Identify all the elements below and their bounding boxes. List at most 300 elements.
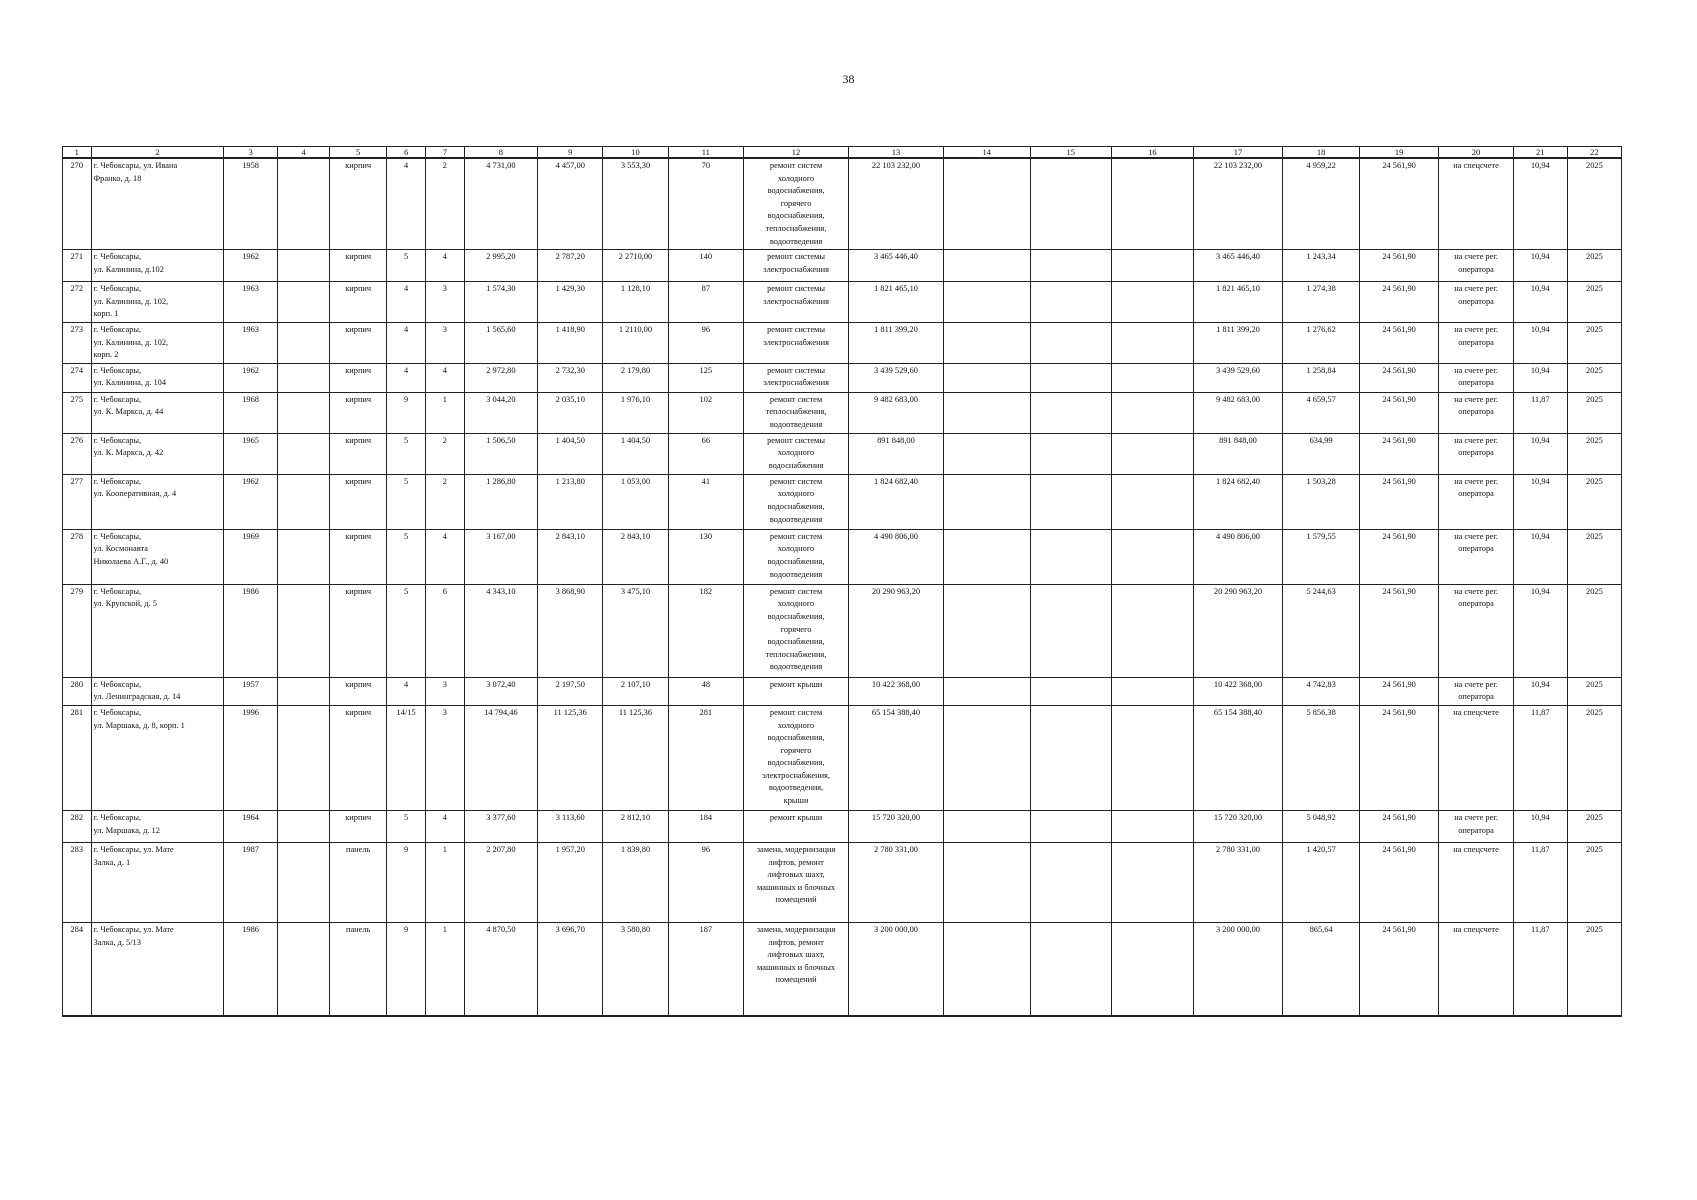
table-row <box>63 677 1622 705</box>
cost-regional <box>1030 282 1112 323</box>
entrances: 3 <box>425 322 464 363</box>
unit-cost: 1 276,62 <box>1283 322 1359 363</box>
fund-method: на счете рег. оператора <box>1439 392 1513 433</box>
planned-year: 2025 <box>1567 705 1621 810</box>
residential-area: 2 843,10 <box>538 529 603 584</box>
total-area: 4 343,10 <box>464 584 537 677</box>
floors: 5 <box>387 584 426 677</box>
planned-year: 2025 <box>1567 282 1621 323</box>
year-built: 1969 <box>224 529 278 584</box>
table-row <box>63 392 1622 433</box>
address: г. Чебоксары, ул. К. Маркса, д. 44 <box>91 392 224 433</box>
cost-regional <box>1030 922 1112 1016</box>
max-unit-cost: 24 561,90 <box>1359 705 1439 810</box>
cost-total: 2 780 331,00 <box>849 842 944 922</box>
max-unit-cost: 24 561,90 <box>1359 392 1439 433</box>
wall-material: кирпич <box>330 584 387 677</box>
planned-year: 2025 <box>1567 584 1621 677</box>
cost-local <box>1112 322 1194 363</box>
work-type: ремонт систем холодного водоснабжения, водоотведения <box>744 529 849 584</box>
row-number: 276 <box>63 433 92 474</box>
cost-regional <box>1030 677 1112 705</box>
wall-material: кирпич <box>330 282 387 323</box>
owners-area: 3 553,30 <box>603 158 668 250</box>
table-row <box>63 282 1622 323</box>
cost-total: 10 422 368,00 <box>849 677 944 705</box>
address: г. Чебоксары, ул. Калинина, д. 102, корп. 2 <box>91 322 224 363</box>
row-number: 281 <box>63 705 92 810</box>
residential-area: 11 125,36 <box>538 705 603 810</box>
work-type: ремонт крыши <box>744 810 849 842</box>
year-built: 1987 <box>224 842 278 922</box>
column-number: 18 <box>1283 147 1359 159</box>
cost-regional <box>1030 250 1112 282</box>
row-number: 272 <box>63 282 92 323</box>
year-built: 1964 <box>224 810 278 842</box>
work-type: замена, модернизация лифтов, ремонт лифтовых шахт, машинных и блочных помещений <box>744 842 849 922</box>
planned-year: 2025 <box>1567 158 1621 250</box>
column-number: 10 <box>603 147 668 159</box>
max-unit-cost: 24 561,90 <box>1359 282 1439 323</box>
column-number: 2 <box>91 147 224 159</box>
address: г. Чебоксары, ул. Кооперативная, д. 4 <box>91 474 224 529</box>
cost-local <box>1112 433 1194 474</box>
max-unit-cost: 24 561,90 <box>1359 474 1439 529</box>
column-number: 7 <box>425 147 464 159</box>
address: г. Чебоксары, ул. Ивана Франко, д. 18 <box>91 158 224 250</box>
year-built: 1965 <box>224 433 278 474</box>
total-area: 1 565,60 <box>464 322 537 363</box>
cost-owners: 3 200 000,00 <box>1193 922 1283 1016</box>
entrances: 2 <box>425 158 464 250</box>
work-type: ремонт системы холодного водоснабжения <box>744 433 849 474</box>
fund-method: на счете рег. оператора <box>1439 584 1513 677</box>
cost-owners: 9 482 683,00 <box>1193 392 1283 433</box>
owners-area: 1 404,50 <box>603 433 668 474</box>
fund-method: на счете рег. оператора <box>1439 250 1513 282</box>
cost-federal <box>943 282 1030 323</box>
work-type: ремонт систем холодного водоснабжения, водоотведения <box>744 474 849 529</box>
owners-area: 2 107,10 <box>603 677 668 705</box>
wall-material: кирпич <box>330 474 387 529</box>
contribution-rate: 10,94 <box>1513 677 1567 705</box>
residents-count: 125 <box>668 363 743 392</box>
column-number: 22 <box>1567 147 1621 159</box>
cost-total: 22 103 232,00 <box>849 158 944 250</box>
owners-area: 3 580,80 <box>603 922 668 1016</box>
cost-local <box>1112 529 1194 584</box>
year-built: 1986 <box>224 584 278 677</box>
contribution-rate: 10,94 <box>1513 363 1567 392</box>
work-type: ремонт системы электроснабжения <box>744 250 849 282</box>
cost-regional <box>1030 810 1112 842</box>
total-area: 4 731,00 <box>464 158 537 250</box>
total-area: 1 286,80 <box>464 474 537 529</box>
floors: 14/15 <box>387 705 426 810</box>
residential-area: 1 429,30 <box>538 282 603 323</box>
fund-method: на спецсчете <box>1439 842 1513 922</box>
residents-count: 281 <box>668 705 743 810</box>
floors: 9 <box>387 842 426 922</box>
cost-regional <box>1030 842 1112 922</box>
cost-federal <box>943 922 1030 1016</box>
total-area: 2 972,80 <box>464 363 537 392</box>
fund-method: на счете рег. оператора <box>1439 282 1513 323</box>
address: г. Чебоксары, ул. Ленинградская, д. 14 <box>91 677 224 705</box>
work-type: ремонт систем холодного водоснабжения, горячего водоснабжения, электроснабжения, водоотведения, крыши <box>744 705 849 810</box>
cost-owners: 3 465 446,40 <box>1193 250 1283 282</box>
residential-area: 1 957,20 <box>538 842 603 922</box>
total-area: 2 995,20 <box>464 250 537 282</box>
entrances: 1 <box>425 392 464 433</box>
year-built: 1962 <box>224 250 278 282</box>
column-number: 12 <box>744 147 849 159</box>
column-number: 8 <box>464 147 537 159</box>
cost-federal <box>943 705 1030 810</box>
year-built: 1957 <box>224 677 278 705</box>
address: г. Чебоксары, ул. Мате Залка, д. 1 <box>91 842 224 922</box>
unit-cost: 1 274,38 <box>1283 282 1359 323</box>
row-number: 274 <box>63 363 92 392</box>
unit-cost: 4 742,83 <box>1283 677 1359 705</box>
total-area: 3 377,60 <box>464 810 537 842</box>
column-number: 14 <box>943 147 1030 159</box>
work-type: замена, модернизация лифтов, ремонт лифтовых шахт, машинных и блочных помещений <box>744 922 849 1016</box>
cost-regional <box>1030 433 1112 474</box>
residents-count: 102 <box>668 392 743 433</box>
max-unit-cost: 24 561,90 <box>1359 810 1439 842</box>
residential-area: 4 457,00 <box>538 158 603 250</box>
year-built: 1968 <box>224 392 278 433</box>
planned-year: 2025 <box>1567 363 1621 392</box>
cost-regional <box>1030 705 1112 810</box>
column-number: 19 <box>1359 147 1439 159</box>
cost-regional <box>1030 529 1112 584</box>
total-area: 3 167,00 <box>464 529 537 584</box>
wall-material: кирпич <box>330 705 387 810</box>
contribution-rate: 11,87 <box>1513 392 1567 433</box>
total-area: 14 794,46 <box>464 705 537 810</box>
fund-method: на счете рег. оператора <box>1439 810 1513 842</box>
owners-area: 1 053,00 <box>603 474 668 529</box>
fund-method: на спецсчете <box>1439 705 1513 810</box>
floors: 9 <box>387 392 426 433</box>
residents-count: 48 <box>668 677 743 705</box>
cost-owners: 891 848,00 <box>1193 433 1283 474</box>
row-number: 280 <box>63 677 92 705</box>
contribution-rate: 10,94 <box>1513 158 1567 250</box>
cost-federal <box>943 363 1030 392</box>
entrances: 3 <box>425 282 464 323</box>
entrances: 3 <box>425 677 464 705</box>
residents-count: 41 <box>668 474 743 529</box>
total-area: 3 044,20 <box>464 392 537 433</box>
table-row <box>63 250 1622 282</box>
entrances: 4 <box>425 363 464 392</box>
column-4 <box>278 158 330 250</box>
owners-area: 1 2110,00 <box>603 322 668 363</box>
column-4 <box>278 474 330 529</box>
max-unit-cost: 24 561,90 <box>1359 250 1439 282</box>
address: г. Чебоксары, ул. Калинина, д. 102, корп. 1 <box>91 282 224 323</box>
residents-count: 184 <box>668 810 743 842</box>
cost-local <box>1112 584 1194 677</box>
column-number: 6 <box>387 147 426 159</box>
residential-area: 3 868,90 <box>538 584 603 677</box>
cost-total: 1 811 399,20 <box>849 322 944 363</box>
floors: 5 <box>387 433 426 474</box>
owners-area: 1 839,80 <box>603 842 668 922</box>
column-4 <box>278 677 330 705</box>
row-number: 270 <box>63 158 92 250</box>
address: г. Чебоксары, ул. Крупской, д. 5 <box>91 584 224 677</box>
entrances: 2 <box>425 433 464 474</box>
column-number: 4 <box>278 147 330 159</box>
contribution-rate: 10,94 <box>1513 810 1567 842</box>
table-row <box>63 158 1622 250</box>
address: г. Чебоксары, ул. Калинина, д. 104 <box>91 363 224 392</box>
column-4 <box>278 433 330 474</box>
total-area: 3 072,40 <box>464 677 537 705</box>
wall-material: кирпич <box>330 363 387 392</box>
cost-owners: 65 154 388,40 <box>1193 705 1283 810</box>
residential-area: 2 787,20 <box>538 250 603 282</box>
entrances: 1 <box>425 922 464 1016</box>
table-row <box>63 705 1622 810</box>
cost-total: 3 200 000,00 <box>849 922 944 1016</box>
max-unit-cost: 24 561,90 <box>1359 529 1439 584</box>
max-unit-cost: 24 561,90 <box>1359 922 1439 1016</box>
cost-owners: 1 811 399,20 <box>1193 322 1283 363</box>
owners-area: 2 812,10 <box>603 810 668 842</box>
floors: 5 <box>387 250 426 282</box>
planned-year: 2025 <box>1567 677 1621 705</box>
total-area: 1 574,30 <box>464 282 537 323</box>
residential-area: 3 113,60 <box>538 810 603 842</box>
column-4 <box>278 529 330 584</box>
address: г. Чебоксары, ул. Мате Залка, д. 5/13 <box>91 922 224 1016</box>
year-built: 1963 <box>224 282 278 323</box>
work-type: ремонт систем холодного водоснабжения, горячего водоснабжения, теплоснабжения, водоотведения <box>744 158 849 250</box>
residents-count: 140 <box>668 250 743 282</box>
cost-total: 20 290 963,20 <box>849 584 944 677</box>
cost-owners: 10 422 368,00 <box>1193 677 1283 705</box>
floors: 4 <box>387 363 426 392</box>
planned-year: 2025 <box>1567 250 1621 282</box>
residential-area: 2 197,50 <box>538 677 603 705</box>
floors: 5 <box>387 810 426 842</box>
contribution-rate: 10,94 <box>1513 474 1567 529</box>
cost-owners: 15 720 320,00 <box>1193 810 1283 842</box>
row-number: 277 <box>63 474 92 529</box>
cost-local <box>1112 922 1194 1016</box>
max-unit-cost: 24 561,90 <box>1359 677 1439 705</box>
owners-area: 11 125,36 <box>603 705 668 810</box>
column-number: 20 <box>1439 147 1513 159</box>
floors: 4 <box>387 322 426 363</box>
address: г. Чебоксары, ул. Космонавта Николаева А.Г., д. 40 <box>91 529 224 584</box>
owners-area: 3 475,10 <box>603 584 668 677</box>
entrances: 6 <box>425 584 464 677</box>
cost-local <box>1112 474 1194 529</box>
housing-repair-table <box>62 146 1622 1017</box>
entrances: 1 <box>425 842 464 922</box>
contribution-rate: 10,94 <box>1513 433 1567 474</box>
floors: 4 <box>387 282 426 323</box>
column-number: 1 <box>63 147 92 159</box>
cost-federal <box>943 529 1030 584</box>
cost-total: 1 824 682,40 <box>849 474 944 529</box>
column-number: 17 <box>1193 147 1283 159</box>
cost-regional <box>1030 584 1112 677</box>
residents-count: 187 <box>668 922 743 1016</box>
cost-owners: 22 103 232,00 <box>1193 158 1283 250</box>
cost-total: 9 482 683,00 <box>849 392 944 433</box>
table-row <box>63 363 1622 392</box>
cost-local <box>1112 250 1194 282</box>
floors: 5 <box>387 529 426 584</box>
table-row <box>63 922 1622 1016</box>
cost-owners: 3 439 529,60 <box>1193 363 1283 392</box>
cost-federal <box>943 474 1030 529</box>
total-area: 4 870,50 <box>464 922 537 1016</box>
column-4 <box>278 392 330 433</box>
cost-federal <box>943 842 1030 922</box>
residents-count: 96 <box>668 842 743 922</box>
address: г. Чебоксары, ул. Маршака, д. 8, корп. 1 <box>91 705 224 810</box>
unit-cost: 634,99 <box>1283 433 1359 474</box>
unit-cost: 4 959,22 <box>1283 158 1359 250</box>
unit-cost: 5 244,63 <box>1283 584 1359 677</box>
fund-method: на счете рег. оператора <box>1439 322 1513 363</box>
year-built: 1996 <box>224 705 278 810</box>
cost-local <box>1112 842 1194 922</box>
fund-method: на счете рег. оператора <box>1439 433 1513 474</box>
floors: 4 <box>387 158 426 250</box>
cost-federal <box>943 392 1030 433</box>
wall-material: кирпич <box>330 810 387 842</box>
floors: 4 <box>387 677 426 705</box>
unit-cost: 1 579,55 <box>1283 529 1359 584</box>
row-number: 278 <box>63 529 92 584</box>
planned-year: 2025 <box>1567 322 1621 363</box>
row-number: 279 <box>63 584 92 677</box>
owners-area: 1 976,10 <box>603 392 668 433</box>
column-4 <box>278 584 330 677</box>
cost-federal <box>943 584 1030 677</box>
contribution-rate: 10,94 <box>1513 250 1567 282</box>
planned-year: 2025 <box>1567 474 1621 529</box>
row-number: 275 <box>63 392 92 433</box>
max-unit-cost: 24 561,90 <box>1359 433 1439 474</box>
work-type: ремонт системы электроснабжения <box>744 363 849 392</box>
residents-count: 66 <box>668 433 743 474</box>
unit-cost: 1 258,84 <box>1283 363 1359 392</box>
cost-local <box>1112 705 1194 810</box>
cost-owners: 1 821 465,10 <box>1193 282 1283 323</box>
cost-total: 65 154 388,40 <box>849 705 944 810</box>
table-row <box>63 584 1622 677</box>
cost-total: 4 490 806,00 <box>849 529 944 584</box>
planned-year: 2025 <box>1567 529 1621 584</box>
wall-material: панель <box>330 842 387 922</box>
fund-method: на счете рег. оператора <box>1439 474 1513 529</box>
column-number: 3 <box>224 147 278 159</box>
year-built: 1958 <box>224 158 278 250</box>
address: г. Чебоксары, ул. К. Маркса, д. 42 <box>91 433 224 474</box>
cost-owners: 4 490 806,00 <box>1193 529 1283 584</box>
cost-local <box>1112 282 1194 323</box>
floors: 5 <box>387 474 426 529</box>
contribution-rate: 11,87 <box>1513 922 1567 1016</box>
cost-regional <box>1030 363 1112 392</box>
owners-area: 1 128,10 <box>603 282 668 323</box>
column-number: 11 <box>668 147 743 159</box>
floors: 9 <box>387 922 426 1016</box>
work-type: ремонт систем холодного водоснабжения, горячего водоснабжения, теплоснабжения, водоотведения <box>744 584 849 677</box>
fund-method: на счете рег. оператора <box>1439 677 1513 705</box>
planned-year: 2025 <box>1567 922 1621 1016</box>
table-row <box>63 474 1622 529</box>
row-number: 271 <box>63 250 92 282</box>
total-area: 2 207,80 <box>464 842 537 922</box>
column-number: 5 <box>330 147 387 159</box>
cost-total: 1 821 465,10 <box>849 282 944 323</box>
year-built: 1986 <box>224 922 278 1016</box>
column-number: 9 <box>538 147 603 159</box>
entrances: 4 <box>425 529 464 584</box>
fund-method: на счете рег. оператора <box>1439 363 1513 392</box>
column-number: 21 <box>1513 147 1567 159</box>
cost-local <box>1112 158 1194 250</box>
cost-regional <box>1030 158 1112 250</box>
cost-total: 891 848,00 <box>849 433 944 474</box>
work-type: ремонт систем теплоснабжения, водоотведения <box>744 392 849 433</box>
planned-year: 2025 <box>1567 433 1621 474</box>
unit-cost: 4 659,57 <box>1283 392 1359 433</box>
unit-cost: 865,64 <box>1283 922 1359 1016</box>
wall-material: панель <box>330 922 387 1016</box>
contribution-rate: 10,94 <box>1513 282 1567 323</box>
contribution-rate: 10,94 <box>1513 322 1567 363</box>
wall-material: кирпич <box>330 392 387 433</box>
residential-area: 2 732,30 <box>538 363 603 392</box>
table-row <box>63 529 1622 584</box>
address: г. Чебоксары, ул. Калинина, д.102 <box>91 250 224 282</box>
column-4 <box>278 322 330 363</box>
contribution-rate: 10,94 <box>1513 584 1567 677</box>
row-number: 273 <box>63 322 92 363</box>
max-unit-cost: 24 561,90 <box>1359 842 1439 922</box>
cost-local <box>1112 677 1194 705</box>
cost-federal <box>943 677 1030 705</box>
unit-cost: 5 856,38 <box>1283 705 1359 810</box>
wall-material: кирпич <box>330 158 387 250</box>
table-row <box>63 842 1622 922</box>
unit-cost: 1 243,34 <box>1283 250 1359 282</box>
table-row <box>63 322 1622 363</box>
cost-federal <box>943 158 1030 250</box>
column-4 <box>278 922 330 1016</box>
contribution-rate: 10,94 <box>1513 529 1567 584</box>
planned-year: 2025 <box>1567 842 1621 922</box>
year-built: 1962 <box>224 474 278 529</box>
cost-regional <box>1030 322 1112 363</box>
residential-area: 2 035,10 <box>538 392 603 433</box>
wall-material: кирпич <box>330 433 387 474</box>
cost-federal <box>943 322 1030 363</box>
cost-total: 15 720 320,00 <box>849 810 944 842</box>
